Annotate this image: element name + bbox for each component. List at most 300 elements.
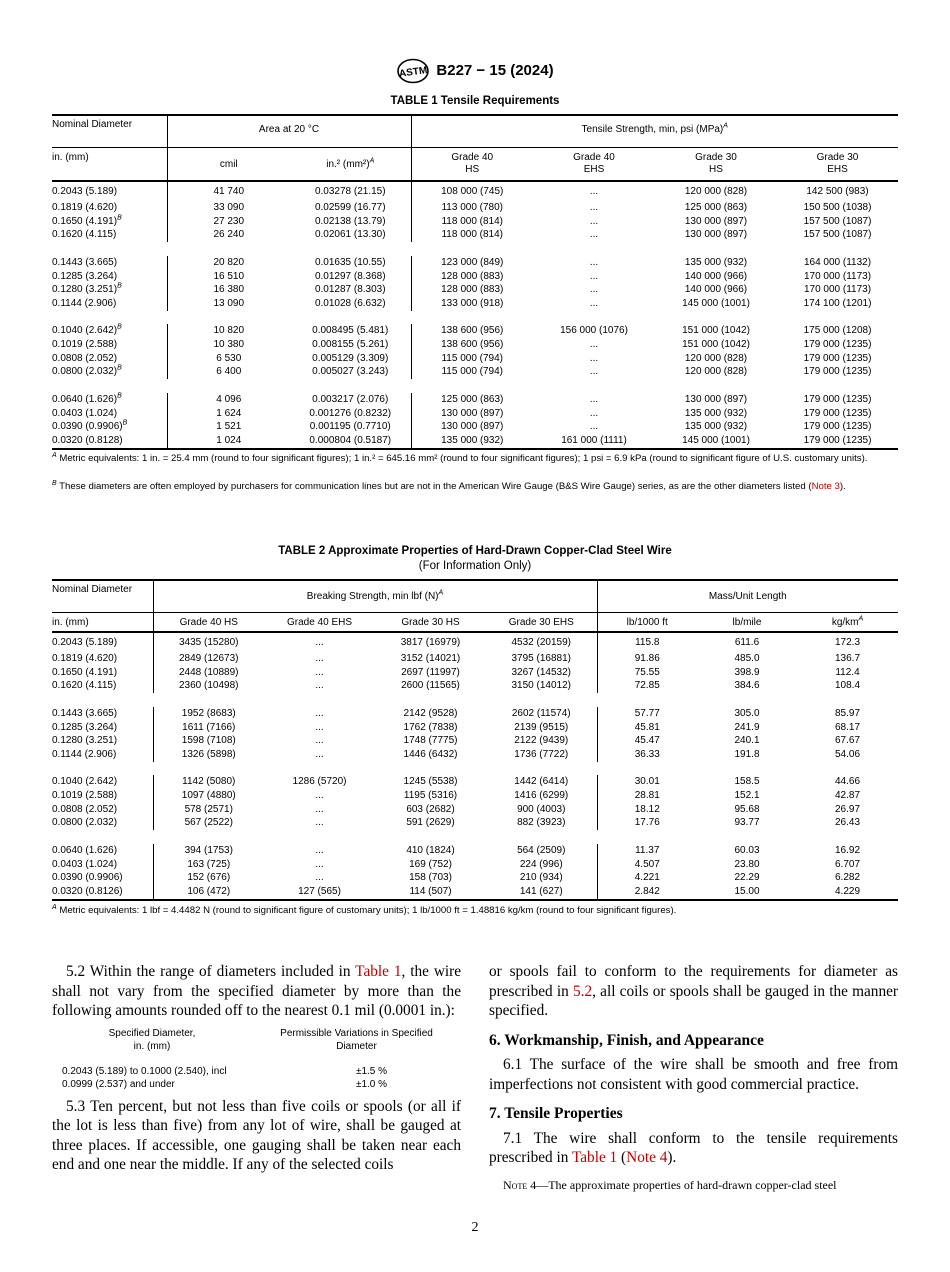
- cell-cmil: 16 380: [213, 284, 245, 296]
- cell-g40-ehs: ...: [589, 421, 599, 433]
- table-row: [52, 228, 898, 242]
- table-row: [52, 393, 898, 407]
- cell-lb-1000ft: 11.37: [635, 844, 660, 856]
- cell-g30-hs: 1748 (7775): [403, 735, 458, 747]
- cell-g40-ehs: ...: [589, 393, 599, 405]
- header-grade: Grade 40 HS: [451, 151, 494, 175]
- cell-lb-1000ft: 36.33: [634, 748, 660, 760]
- cell-diameter: 0.1019 (2.588): [52, 338, 167, 352]
- cell-diameter: 0.1144 (2.906): [52, 297, 167, 311]
- table-row: [52, 297, 898, 311]
- header-cmil: cmil: [219, 158, 238, 170]
- cell-diameter: 0.0640 (1.626): [52, 844, 153, 858]
- table-row: [52, 215, 898, 229]
- table-row: [52, 748, 898, 762]
- cell-g40-hs: 2448 (10889): [179, 666, 239, 678]
- group-spacer: [52, 311, 898, 325]
- header-diameter-unit: in. (mm): [52, 147, 167, 181]
- footnote-b-marker: B: [117, 365, 122, 373]
- cell-g30-ehs: 210 (934): [486, 871, 597, 885]
- cell-area: 0.02138 (13.79): [290, 215, 411, 229]
- cell-g30-hs: 125 000 (863): [684, 202, 748, 213]
- cell-diameter: 0.0640 $(1.626)^B$: [52, 393, 167, 407]
- cell-g30-hs: 3817 (16979): [400, 636, 461, 648]
- cell-g40-ehs: ...: [315, 707, 324, 719]
- cell-lb-1000ft: 45.47: [634, 735, 660, 747]
- cell-lb-mile: 241.9: [734, 721, 760, 733]
- cell-g30-ehs: 224 (996): [486, 858, 597, 872]
- cell-lb-1000ft: 91.86: [634, 653, 660, 664]
- cell-kg-km: 108.4: [834, 680, 861, 692]
- cell-g40-hs: 118 000 (814): [441, 229, 504, 241]
- table1-footnote-a: $^A$ Metric equivalents: 1 in. = 25.4 mm (round to four significant figures); 1 in.² = 645.16 mm² (round to four significant figures); 1 psi = 6.9 kPa (round to significant figure of U.S. customary units).: [52, 451, 868, 464]
- header-nominal-diameter: Nominal Diameter: [52, 115, 167, 147]
- cell-cmil: 4 096: [216, 393, 242, 405]
- cell-area: 0.005027 (3.243): [290, 365, 411, 379]
- cell-g30-hs: 169 (752): [409, 858, 452, 870]
- header-column: lb/1000 ft: [626, 616, 668, 628]
- cell-g30-hs: 151 000 (1042): [682, 325, 750, 337]
- cell-g30-hs: 130 000 (897): [684, 393, 748, 405]
- cell-g30-ehs: 2139 (9515): [486, 721, 597, 735]
- cell-g30-ehs: 179 000 (1235): [803, 352, 872, 364]
- cell-g40-ehs: ...: [589, 407, 599, 419]
- cell-g40-ehs: ...: [589, 366, 599, 378]
- header-grade: Grade 40 EHS: [573, 151, 615, 175]
- cell-diameter: 0.1443 (3.665): [52, 256, 167, 270]
- table2-title: TABLE 2 Approximate Properties of Hard-Drawn Copper-Clad Steel Wire: [278, 545, 672, 557]
- cell-diameter: 0.1650 (4.191): [52, 666, 153, 680]
- cell-kg-km: 54.06: [834, 748, 861, 760]
- right-column: [489, 962, 898, 1195]
- table-row: [52, 632, 898, 652]
- cell-lb-mile: 93.77: [734, 817, 760, 829]
- table-row: [52, 352, 898, 366]
- cell-kg-km: 172.3: [834, 636, 861, 648]
- cell-g40-hs: 108 000 (745): [441, 185, 504, 197]
- cell-area: 0.01028 (6.632): [290, 297, 411, 311]
- cell-area: 0.001276 (0.8232): [290, 407, 411, 421]
- svg-text:ASTM: ASTM: [398, 65, 429, 80]
- left-column: [52, 962, 461, 1175]
- cell-kg-km: 4.229: [834, 885, 861, 897]
- cell-area: 0.008495 (5.481): [290, 324, 411, 338]
- variation-header-permissible: Permissible Variations in Specified Diameter: [280, 1027, 433, 1052]
- cell-diameter: 0.0800 $(2.032)^B$: [52, 365, 167, 379]
- cell-g40-ehs: ...: [315, 653, 324, 664]
- header-breaking-strength: Breaking Strength, min lbf $(N)^A$: [153, 580, 597, 612]
- cell-lb-1000ft: 45.81: [634, 721, 660, 733]
- cell-cmil: 41 740: [213, 185, 245, 197]
- cell-cmil: 1 521: [216, 421, 242, 433]
- paragraph-6-1: 6.1 The surface of the wire shall be smooth and free from imperfections not consistent with good commercial practice.: [489, 1056, 898, 1093]
- cell-lb-mile: 485.0: [734, 653, 760, 664]
- cell-cmil: 26 240: [213, 229, 245, 241]
- cell-g40-hs: 125 000 (863): [441, 393, 504, 405]
- cell-g30-ehs: 157 500 (1087): [803, 229, 872, 241]
- cell-lb-1000ft: 57.77: [634, 707, 660, 719]
- note-4-link[interactable]: Note 4: [626, 1149, 668, 1166]
- cell-kg-km: 6.707: [834, 858, 861, 870]
- header-column: Grade 30 EHS: [486, 612, 597, 632]
- table-1-link[interactable]: Table 1: [571, 1149, 618, 1166]
- cell-g40-hs: 138 600 (956): [441, 325, 504, 337]
- cell-g30-hs: 1245 (5538): [403, 776, 458, 788]
- table-row: [52, 338, 898, 352]
- cell-kg-km: 67.67: [834, 735, 861, 747]
- cell-g30-ehs: 179 000 (1235): [803, 366, 872, 378]
- cell-g40-hs: 567 (2522): [184, 817, 233, 829]
- cell-g40-hs: 133 000 (918): [441, 297, 504, 309]
- cell-g30-ehs: 179 000 (1235): [803, 393, 872, 405]
- table2-body: [52, 632, 898, 900]
- table2-subtitle: (For Information Only): [418, 560, 532, 572]
- table-row: [52, 407, 898, 421]
- cell-diameter: 0.0403 (1.024): [52, 858, 153, 872]
- cell-g40-hs: 106 (472): [187, 885, 231, 897]
- cell-lb-mile: 95.68: [734, 803, 760, 815]
- copper-clad-properties-table: [52, 579, 898, 901]
- cell-g30-ehs: 179 000 (1235): [803, 421, 872, 433]
- cell-lb-mile: 191.8: [734, 748, 760, 760]
- cell-cmil: 27 230: [213, 215, 245, 227]
- cell-kg-km: 16.92: [834, 844, 861, 856]
- cell-diameter: 0.1285 (3.264): [52, 721, 153, 735]
- cell-g30-ehs: 3150 (14012): [486, 679, 597, 693]
- cell-g40-ehs: ...: [589, 284, 599, 296]
- cell-area: 0.03278 (21.15): [290, 181, 411, 201]
- cell-g40-ehs: ...: [589, 185, 599, 197]
- cell-diameter: 0.2043 (5.189): [52, 632, 153, 652]
- cell-cmil: 6 400: [216, 366, 242, 378]
- cell-area: 0.005129 (3.309): [290, 352, 411, 366]
- cell-g30-hs: 145 000 (1001): [682, 434, 750, 446]
- cell-g40-ehs: ...: [315, 735, 324, 747]
- cell-g30-hs: 120 000 (828): [684, 352, 748, 364]
- page-number: 2: [471, 1220, 479, 1235]
- group-spacer: [52, 762, 898, 776]
- cell-diameter: 0.1620 (4.115): [52, 228, 167, 242]
- cell-g40-hs: 1598 (7108): [181, 735, 236, 747]
- cell-diameter: 0.0403 (1.024): [52, 407, 167, 421]
- cell-g30-hs: 3152 (14021): [400, 653, 461, 664]
- cell-g30-hs: 140 000 (966): [684, 284, 748, 296]
- cell-g30-ehs: 564 (2509): [486, 844, 597, 858]
- cell-g30-hs: 120 000 (828): [684, 366, 748, 378]
- paragraph-5-2: 5.2 Within the range of diameters included in Table 1, the wire shall not vary from the specified diameter by more than the following amounts rounded off to the nearest 0.1 mil (0.0001 in.):: [52, 963, 461, 1019]
- section-7-heading: 7. Tensile Properties: [489, 1105, 623, 1122]
- cell-lb-1000ft: 4.507: [634, 858, 660, 870]
- cell-g40-ehs: ...: [315, 680, 324, 692]
- cell-g40-ehs: ...: [315, 636, 324, 648]
- cell-g30-hs: 151 000 (1042): [682, 339, 750, 350]
- header-column: Grade 40 EHS: [286, 616, 353, 628]
- footnote-b-marker: B: [117, 282, 122, 290]
- table-1-link[interactable]: Table 1: [355, 963, 402, 980]
- cell-diameter: 0.0808 (2.052): [52, 352, 167, 366]
- document-header: [0, 58, 950, 84]
- cell-area: 0.01297 (8.368): [290, 270, 411, 284]
- cell-kg-km: 26.43: [834, 817, 861, 829]
- cell-g30-ehs: 4532 (20159): [486, 632, 597, 652]
- cell-lb-mile: 152.1: [734, 790, 760, 801]
- table-row: [52, 324, 898, 338]
- table-row: [52, 789, 898, 803]
- table-row: [52, 270, 898, 284]
- header-nominal-diameter: Nominal Diameter: [52, 580, 153, 612]
- cell-g40-ehs: 127 (565): [298, 885, 341, 897]
- note-3-link[interactable]: Note 3: [811, 481, 840, 492]
- cell-area: 0.02061 (13.30): [290, 228, 411, 242]
- cell-g30-ehs: 900 (4003): [486, 803, 597, 817]
- cell-g40-ehs: ...: [589, 270, 599, 282]
- cell-diameter: 0.0320 (0.8126): [52, 885, 153, 900]
- group-spacer: [52, 242, 898, 256]
- table-row: [52, 734, 898, 748]
- header-column: lb/mile: [732, 616, 762, 628]
- cell-g40-hs: 128 000 (883): [441, 284, 504, 296]
- cell-lb-mile: 305.0: [734, 707, 760, 719]
- cell-lb-1000ft: 30.01: [634, 776, 660, 788]
- cell-g30-ehs: 3267 (14532): [486, 666, 597, 680]
- cell-kg-km: 85.97: [834, 707, 861, 719]
- cell-g30-ehs: 3795 (16881): [486, 652, 597, 666]
- cell-g30-ehs: 882 (3923): [486, 816, 597, 830]
- header-tensile-strength: Tensile Strength, min, psi (MPa)$^A$: [411, 115, 898, 147]
- table-row: [52, 365, 898, 379]
- table-row: [52, 803, 898, 817]
- astm-logo-icon: [396, 58, 430, 84]
- section-5-2-link[interactable]: 5.2: [573, 982, 593, 1000]
- cell-g30-ehs: 2122 (9439): [486, 734, 597, 748]
- table-row: [52, 707, 898, 721]
- cell-g30-hs: 135 000 (932): [684, 407, 748, 419]
- cell-lb-mile: 15.00: [734, 885, 760, 897]
- table-row: [52, 652, 898, 666]
- cell-g40-hs: 138 600 (956): [441, 339, 504, 350]
- cell-cmil: 33 090: [213, 202, 245, 213]
- paragraph-7-1: 7.1 The wire shall conform to the tensile requirements prescribed in Table 1 (Note 4).: [489, 1129, 898, 1166]
- variation-row: 0.2043 (5.189) to 0.1000 (2.540), incl ±1.5 %: [62, 1065, 388, 1077]
- cell-area: 0.003217 (2.076): [290, 393, 411, 407]
- cell-g30-ehs: 2602 (11574): [486, 707, 597, 721]
- cell-cmil: 10 380: [213, 339, 245, 350]
- cell-g40-ehs: ...: [315, 748, 324, 760]
- cell-g40-hs: 123 000 (849): [441, 256, 504, 268]
- header-grade: Grade 30 HS: [695, 151, 737, 175]
- table-row: [52, 775, 898, 789]
- cell-lb-mile: 240.1: [734, 735, 760, 747]
- cell-g30-hs: 135 000 (932): [684, 421, 748, 433]
- cell-g40-hs: 1952 (8683): [181, 707, 236, 719]
- cell-g30-hs: 2142 (9528): [403, 707, 458, 719]
- cell-lb-1000ft: 2.842: [634, 885, 660, 897]
- variation-row: 0.0999 (2.537) and under ±1.0 %: [62, 1078, 388, 1090]
- cell-g40-ehs: ...: [589, 352, 599, 364]
- cell-g40-hs: 115 000 (794): [441, 366, 504, 378]
- table1-footnote-b: $^B$ These diameters are often employed by purchasers for communication lines but are not in the American Wire Gauge (B&S Wire Gauge) series, as are the other diameters listed (Note 3).: [52, 479, 846, 492]
- cell-g30-hs: 120 000 (828): [684, 185, 748, 197]
- cell-g30-hs: 1195 (5316): [403, 790, 458, 801]
- cell-kg-km: 44.66: [834, 776, 861, 788]
- cell-kg-km: 42.87: [834, 790, 861, 801]
- cell-cmil: 6 530: [216, 352, 242, 364]
- cell-g30-ehs: 142 500 (983): [806, 185, 869, 197]
- paragraph-5-3: 5.3 Ten percent, but not less than five coils or spools (or all if the lot is less than five) from any lot of wire, shall be gauged at three places. If accessible, one gauging shall be taken near each end and one near the middle. If any of the selected coils: [52, 1097, 461, 1173]
- cell-g40-hs: 135 000 (932): [441, 434, 504, 446]
- cell-g30-hs: 135 000 (932): [684, 256, 748, 268]
- cell-g30-ehs: 179 000 (1235): [803, 339, 872, 350]
- cell-g40-ehs: ...: [315, 844, 324, 856]
- cell-g30-hs: 1762 (7838): [403, 721, 458, 733]
- cell-g30-ehs: 1416 (6299): [486, 789, 597, 803]
- cell-lb-1000ft: 17.76: [634, 817, 660, 829]
- variation-header-diameter: Specified Diameter, in. (mm): [108, 1027, 196, 1052]
- cell-g30-hs: 603 (2682): [406, 803, 455, 815]
- cell-g40-hs: 3435 (15280): [179, 636, 239, 648]
- cell-cmil: 1 624: [216, 407, 242, 419]
- cell-g40-hs: 128 000 (883): [441, 270, 504, 282]
- cell-diameter: 0.0390 (0.9906): [52, 871, 153, 885]
- cell-diameter: 0.1650 $(4.191)^B$: [52, 215, 167, 229]
- cell-g40-ehs: ...: [315, 666, 324, 678]
- cell-area: 0.01635 (10.55): [290, 256, 411, 270]
- cell-lb-mile: 22.29: [734, 872, 760, 884]
- table-row: [52, 721, 898, 735]
- cell-lb-mile: 611.6: [734, 636, 760, 648]
- cell-diameter: 0.1040 (2.642): [52, 775, 153, 789]
- cell-g30-hs: 2600 (11565): [401, 680, 460, 692]
- cell-g40-ehs: 156 000 (1076): [560, 325, 628, 337]
- cell-g40-hs: 118 000 (814): [441, 215, 504, 227]
- cell-cmil: 16 510: [213, 270, 245, 282]
- cell-g40-hs: 1326 (5898): [181, 748, 236, 760]
- cell-diameter: 0.1620 (4.115): [52, 679, 153, 693]
- table2-footnote-a: $^A$ Metric equivalents: 1 lbf = 4.4482 N (round to significant figure of customary units); 1 lb/1000 ft = 1.48816 kg/km (round to four significant figures).: [52, 903, 677, 916]
- cell-g30-ehs: 175 000 (1208): [803, 325, 872, 337]
- cell-diameter: 0.1443 (3.665): [52, 707, 153, 721]
- header-column: Grade 40 HS: [179, 616, 238, 628]
- cell-lb-mile: 158.5: [734, 776, 760, 788]
- cell-g30-ehs: 170 000 (1173): [803, 270, 872, 282]
- cell-diameter: 0.0800 (2.032): [52, 816, 153, 830]
- group-spacer: [52, 830, 898, 844]
- tensile-requirements-table: [52, 114, 898, 450]
- cell-g40-hs: 2849 (12673): [179, 653, 239, 664]
- cell-g30-ehs: 141 (627): [486, 885, 597, 900]
- cell-g40-hs: 1611 (7166): [182, 721, 236, 733]
- header-in2: in.² $(mm^2)^A$: [290, 147, 411, 181]
- cell-g40-ehs: ...: [589, 229, 599, 241]
- cell-g40-ehs: ...: [589, 256, 599, 268]
- cell-kg-km: 68.17: [834, 721, 861, 733]
- cell-g30-hs: 130 000 (897): [684, 229, 748, 241]
- table-row: [52, 420, 898, 434]
- cell-diameter: 0.2043 (5.189): [52, 181, 167, 201]
- cell-g30-ehs: 179 000 (1235): [803, 434, 872, 446]
- cell-g40-ehs: ...: [589, 215, 599, 227]
- cell-diameter: 0.1819 (4.620): [52, 201, 167, 215]
- cell-lb-1000ft: 18.12: [634, 803, 660, 815]
- cell-g30-ehs: 150 500 (1038): [803, 202, 872, 213]
- table-row: [52, 283, 898, 297]
- cell-cmil: 20 820: [213, 256, 245, 268]
- group-spacer: [52, 693, 898, 707]
- table1-title: TABLE 1 Tensile Requirements: [390, 95, 560, 107]
- cell-g30-ehs: 164 000 (1132): [803, 256, 872, 268]
- table-row: [52, 816, 898, 830]
- cell-g30-ehs: 1442 (6414): [486, 775, 597, 789]
- group-spacer: [52, 379, 898, 393]
- cell-lb-1000ft: 75.55: [634, 666, 660, 678]
- header-column: Grade 30 HS: [401, 616, 460, 628]
- cell-kg-km: 6.282: [834, 872, 861, 884]
- cell-area: 0.000804 (0.5187): [290, 434, 411, 449]
- table-row: [52, 201, 898, 215]
- cell-g40-ehs: ...: [315, 872, 324, 884]
- cell-cmil: 13 090: [213, 297, 245, 309]
- table-row: [52, 679, 898, 693]
- cell-g30-ehs: 174 100 (1201): [803, 297, 872, 309]
- table-row: [52, 844, 898, 858]
- cell-lb-mile: 384.6: [734, 680, 760, 692]
- table-row: [52, 666, 898, 680]
- cell-diameter: 0.1819 (4.620): [52, 652, 153, 666]
- cell-area: 0.02599 (16.77): [290, 201, 411, 215]
- cell-g30-ehs: 170 000 (1173): [803, 284, 872, 296]
- cell-diameter: 0.1019 (2.588): [52, 789, 153, 803]
- table-row: [52, 256, 898, 270]
- cell-diameter: 0.1040 $(2.642)^B$: [52, 324, 167, 338]
- cell-lb-1000ft: 115.8: [635, 636, 660, 648]
- cell-diameter: 0.1280 (3.251): [52, 734, 153, 748]
- cell-g40-hs: 394 (1753): [184, 844, 233, 856]
- cell-lb-mile: 398.9: [734, 666, 760, 678]
- designation: B227 − 15 (2024): [436, 61, 554, 79]
- cell-area: 0.01287 (8.303): [290, 283, 411, 297]
- cell-g30-ehs: 157 500 (1087): [803, 215, 872, 227]
- cell-g30-hs: 140 000 (966): [684, 270, 748, 282]
- cell-g40-ehs: 1286 (5720): [292, 776, 347, 788]
- cell-diameter: 0.1280 $(3.251)^B$: [52, 283, 167, 297]
- cell-g30-ehs: 179 000 (1235): [803, 407, 872, 419]
- variation-table: [52, 1027, 461, 1091]
- header-mass-unit-length: Mass/Unit Length: [597, 580, 898, 612]
- table-row: [52, 181, 898, 201]
- cell-g40-hs: 163 (725): [187, 858, 231, 870]
- cell-g40-ehs: ...: [589, 339, 599, 350]
- cell-cmil: 1 024: [216, 434, 242, 446]
- cell-g40-ehs: ...: [589, 202, 599, 213]
- cell-diameter: 0.1285 (3.264): [52, 270, 167, 284]
- cell-g40-hs: 578 (2571): [184, 803, 233, 815]
- header-grade: Grade 30 EHS: [816, 151, 859, 175]
- note-4: Note 4—The approximate properties of hard-drawn copper-clad steel: [503, 1177, 837, 1192]
- cell-g40-ehs: 161 000 (1111): [561, 434, 627, 446]
- section-6-heading: 6. Workmanship, Finish, and Appearance: [489, 1031, 764, 1049]
- header-diameter-unit: in. (mm): [52, 612, 153, 632]
- cell-g30-hs: 145 000 (1001): [682, 297, 750, 309]
- cell-diameter: 0.0320 (0.8128): [52, 434, 167, 449]
- cell-g40-ehs: ...: [315, 790, 324, 801]
- cell-g40-ehs: ...: [315, 721, 324, 733]
- cell-diameter: 0.0808 (2.052): [52, 803, 153, 817]
- footnote-b-marker: B: [122, 419, 128, 427]
- cell-g30-hs: 158 (703): [409, 872, 452, 884]
- footnote-b-marker: B: [117, 323, 122, 331]
- cell-g40-ehs: ...: [589, 297, 599, 309]
- cell-diameter: 0.0390 $(0.9906)^B$: [52, 420, 167, 434]
